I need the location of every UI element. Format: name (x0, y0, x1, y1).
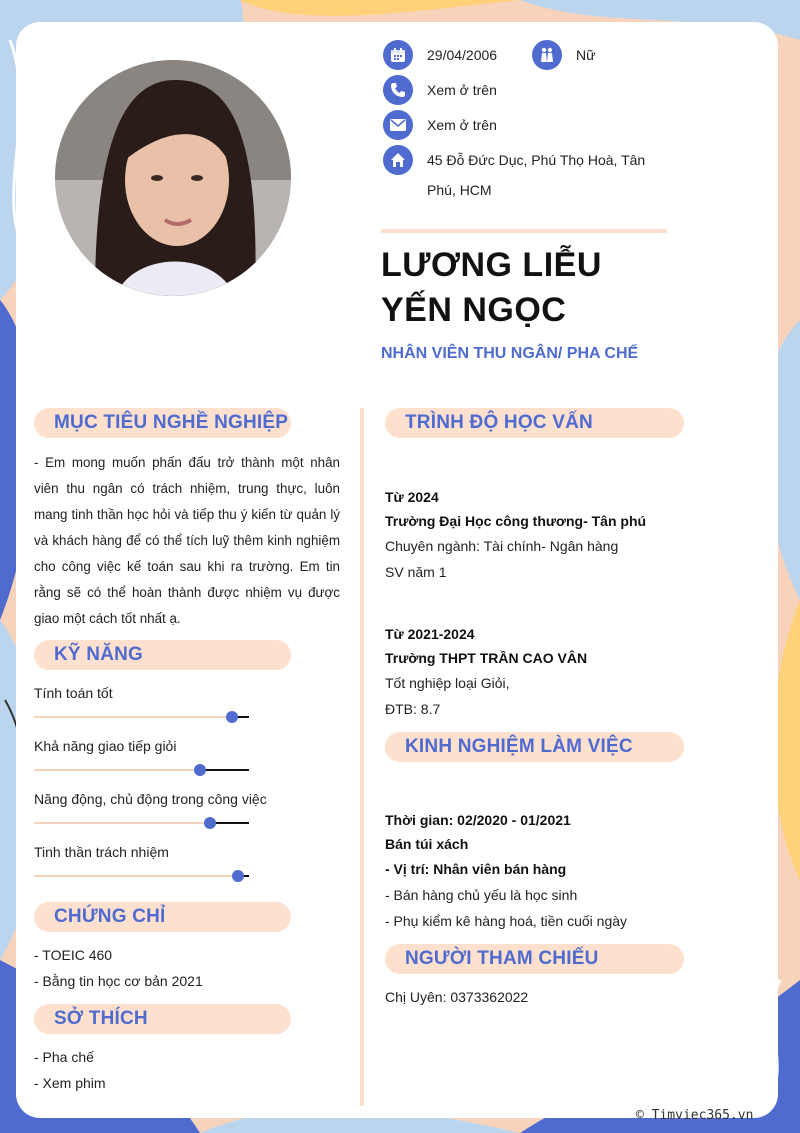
skill-bar (34, 875, 249, 877)
education-detail: SV năm 1 (385, 564, 447, 580)
skill-bar-fill (34, 769, 200, 771)
dob-value: 29/04/2006 (427, 47, 498, 63)
name-line-1: LƯƠNG LIỄU (381, 246, 602, 284)
column-divider (360, 408, 364, 1106)
contact-phone (383, 75, 497, 105)
education-period: Từ 2024 (385, 489, 439, 505)
section-skills-title: KỸ NĂNG (34, 640, 291, 670)
skill-bar-knob (226, 711, 238, 723)
contact-email (383, 110, 497, 140)
skill-bar-fill (34, 716, 232, 718)
job-title: NHÂN VIÊN THU NGÂN/ PHA CHẾ (381, 345, 639, 362)
header-divider (381, 229, 667, 233)
hobby-item: - Xem phim (34, 1075, 106, 1091)
section-experience-title: KINH NGHIỆM LÀM VIỆC (385, 732, 684, 762)
experience-period: Thời gian: 02/2020 - 01/2021 (385, 812, 571, 828)
experience-company: Bán túi xách (385, 836, 469, 852)
name-line-2: YẾN NGỌC (381, 291, 567, 329)
profile-photo-illustration (55, 60, 291, 296)
reference-contact: Chị Uyên: 0373362022 (385, 989, 529, 1005)
education-detail: ĐTB: 8.7 (385, 701, 441, 717)
phone-value: Xem ở trên (427, 82, 497, 98)
certificate-item: - TOEIC 460 (34, 947, 113, 963)
skill-bar-rest (200, 769, 249, 771)
experience-position: - Vị trí: Nhân viên bán hàng (385, 861, 567, 877)
gender-value: Nữ (576, 47, 596, 63)
experience-duty: - Phụ kiểm kê hàng hoá, tiền cuối ngày (385, 913, 628, 929)
contact-gender (532, 40, 595, 70)
section-references-title: NGƯỜI THAM CHIẾU (385, 944, 684, 974)
skill-label: Khả năng giao tiếp giỏi (34, 738, 177, 754)
education-detail: Chuyên ngành: Tài chính- Ngân hàng (385, 538, 619, 554)
section-certificates-title: CHỨNG CHỈ (34, 902, 291, 932)
education-detail: Tốt nghiệp loại Giỏi, (385, 675, 510, 691)
contact-dob (383, 40, 497, 70)
hobby-item: - Pha chế (34, 1049, 94, 1065)
full-name (381, 243, 602, 333)
skill-bar-fill (34, 822, 210, 824)
certificate-item: - Bằng tin học cơ bản 2021 (34, 973, 203, 989)
section-hobbies-title: SỞ THÍCH (34, 1004, 291, 1034)
education-school: Trường THPT TRẦN CAO VÂN (385, 650, 588, 666)
skill-bar (34, 822, 249, 824)
education-period: Từ 2021-2024 (385, 626, 475, 642)
section-education-title: TRÌNH ĐỘ HỌC VẤN (385, 408, 684, 438)
email-value: Xem ở trên (427, 117, 497, 133)
skill-label: Năng động, chủ động trong công việc (34, 791, 267, 807)
home-icon (383, 145, 413, 175)
skill-bar-rest (210, 822, 249, 824)
section-objective-title: MỤC TIÊU NGHỀ NGHIỆP (34, 408, 291, 438)
objective-text: - Em mong muốn phấn đấu trở thành một nhân viên thu ngân có trách nhiệm, trung thực, luôn mang tinh thần học hỏi và tiếp thu ý kiến từ quản lý và khách hàng để có thể tích luỹ thêm kinh nghiệm cho công việc kế toán sau khi ra trường. Em tin rằng sẽ có thể hoàn thành được nhiệm vụ được giao một cách tốt nhất ạ. (34, 455, 340, 626)
people-icon (532, 40, 562, 70)
address-value: 45 Đỗ Đức Dục, Phú Thọ Hoà, Tân Phú, HCM (427, 152, 646, 198)
skill-bar-knob (194, 764, 206, 776)
profile-photo (55, 60, 291, 296)
skill-label: Tinh thần trách nhiệm (34, 844, 169, 860)
mail-icon (383, 110, 413, 140)
contact-address (383, 145, 657, 205)
calendar-icon (383, 40, 413, 70)
experience-duty: - Bán hàng chủ yếu là học sinh (385, 887, 578, 903)
watermark: © Timviec365.vn (636, 1108, 754, 1123)
skill-bar-fill (34, 875, 238, 877)
skill-bar (34, 716, 249, 718)
skill-bar (34, 769, 249, 771)
skill-label: Tính toán tốt (34, 685, 113, 701)
education-school: Trường Đại Học công thương- Tân phú (385, 513, 647, 529)
phone-icon (383, 75, 413, 105)
